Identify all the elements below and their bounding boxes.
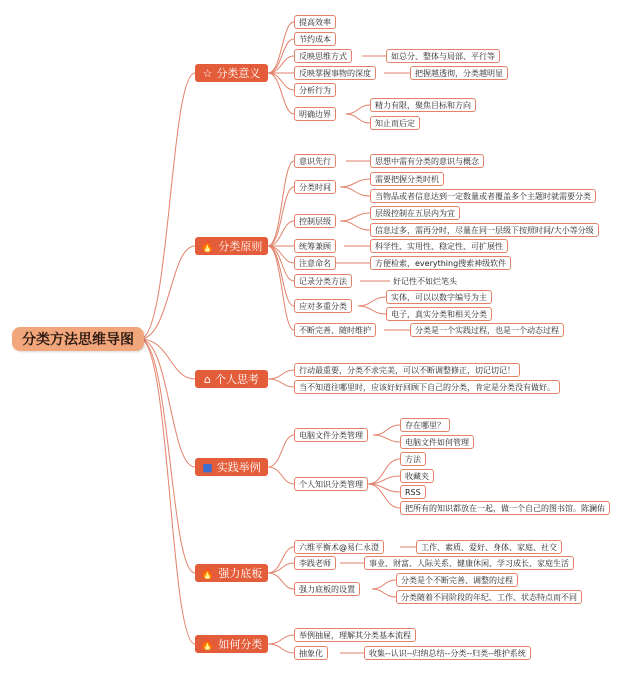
- topic-duochong-fenlei[interactable]: 应对多重分类: [294, 299, 352, 313]
- subtopic-bitou[interactable]: 好记性不如烂笔头: [393, 276, 457, 286]
- subtopic-zongfen[interactable]: 如总分、整体与局部、平行等: [386, 49, 500, 63]
- subtopic-jieduan[interactable]: 分类随着不同阶段的年纪、工作、状态特点而不同: [396, 590, 582, 604]
- subtopic-shoucangjia[interactable]: 收藏夹: [400, 469, 434, 483]
- topic-liuwei-pingheng[interactable]: 六维平衡术@易仁永澄: [294, 540, 384, 554]
- topic-fenxi-xingwei[interactable]: 分析行为: [294, 83, 336, 97]
- subtopic-dongtai[interactable]: 分类是一个实践过程，也是一个动态过程: [410, 323, 564, 337]
- branch-label: 如何分类: [218, 638, 263, 651]
- topic-chouti[interactable]: 举例抽屉，理解其分类基本流程: [294, 628, 416, 642]
- subtopic-shiye[interactable]: 事业、财富、人际关系、健康休闲、学习成长、家庭生活: [364, 556, 574, 570]
- branch-label: 个人思考: [214, 373, 259, 386]
- topic-huigu[interactable]: 当不知道往哪里时，应该好好回顾下自己的分类，肯定是分类没有做好。: [294, 380, 560, 394]
- subtopic-dianzi[interactable]: 电子，真实分类和相关分类: [386, 307, 492, 321]
- subtopic-ruhe-guanli[interactable]: 电脑文件如何管理: [400, 435, 474, 449]
- subtopic-fangfa[interactable]: 方法: [400, 452, 426, 466]
- topic-diban-shezhi[interactable]: 强力底板的设置: [294, 582, 360, 596]
- topic-chouxianghua[interactable]: 抽象化: [294, 646, 328, 660]
- subtopic-rss[interactable]: RSS: [400, 485, 426, 499]
- connector-root-b2: [140, 246, 195, 339]
- topic-fenlei-shijian[interactable]: 分类时间: [294, 180, 336, 194]
- subtopic-tiaozheng[interactable]: 分类是个不断完善、调整的过程: [396, 573, 518, 587]
- topic-jilu-fangfa[interactable]: 记录分类方法: [294, 274, 352, 288]
- topic-kongzhi-cengji[interactable]: 控制层级: [294, 214, 336, 228]
- connector-root-b5: [140, 339, 195, 573]
- branch-fenlei-yiyi[interactable]: [195, 64, 268, 82]
- topic-yishi-xianxing[interactable]: 意识先行: [294, 154, 336, 168]
- topic-geren-zhishi[interactable]: 个人知识分类管理: [294, 477, 368, 491]
- fire-icon: 🔥: [200, 239, 215, 253]
- subtopic-yishi[interactable]: 思想中需有分类的意识与概念: [370, 154, 484, 168]
- fire-icon: 🔥: [200, 637, 215, 651]
- topic-tongchou-jiangu[interactable]: 统筹兼顾: [294, 239, 336, 253]
- topic-xingdong[interactable]: 行动最重要，分类不求完美，可以不断调整修正，切记切记！: [294, 363, 520, 377]
- branch-geren-sikao[interactable]: [195, 370, 268, 388]
- subtopic-shuliang[interactable]: 当物品或者信息达到一定数量或者覆盖多个主题时就需要分类: [370, 189, 596, 203]
- subtopic-cunzai[interactable]: 存在哪里？: [400, 418, 450, 432]
- subtopic-shiti[interactable]: 实体，可以以数字编号为主: [386, 290, 492, 304]
- topic-siwei-fangshi[interactable]: 反映思维方式: [294, 49, 352, 63]
- subtopic-zhizhi[interactable]: 知止而后定: [370, 116, 420, 130]
- topic-jieyue-chengben[interactable]: 节约成本: [294, 32, 336, 46]
- subtopic-shiji[interactable]: 需要把握分类时机: [370, 172, 444, 186]
- subtopic-touche[interactable]: 把握越透彻，分类越明显: [410, 66, 508, 80]
- home-icon: ⌂: [204, 372, 211, 386]
- subtopic-liuwei[interactable]: 工作、素质、爱好、身体、家庭、社交: [416, 540, 562, 554]
- topic-zhuyi-mingming[interactable]: 注意命名: [294, 256, 336, 270]
- subtopic-wuceng[interactable]: 层级控制在五层内为宜: [370, 206, 460, 220]
- root-topic[interactable]: 分类方法思维导图: [12, 327, 144, 351]
- topic-buduan-wanshan[interactable]: 不断完善、随时维护: [294, 323, 376, 337]
- branch-fenlei-yuanze[interactable]: [195, 237, 268, 255]
- branch-label: 实践举例: [216, 461, 261, 474]
- fire-icon: 🔥: [200, 566, 215, 580]
- branch-label: 分类意义: [216, 67, 261, 80]
- branch-ruhe-fenlei[interactable]: [195, 635, 268, 653]
- topic-mingque-bianjie[interactable]: 明确边界: [294, 107, 336, 121]
- topic-shendu[interactable]: 反映掌握事物的深度: [294, 66, 376, 80]
- topic-tigao-xiaolv[interactable]: 提高效率: [294, 15, 336, 29]
- topic-diannao-wenjian[interactable]: 电脑文件分类管理: [294, 428, 368, 442]
- subtopic-tushuguan[interactable]: 把所有的知识都放在一起，做一个自己的图书馆。陈澜佑: [400, 501, 610, 515]
- subtopic-kexuexing[interactable]: 科学性、实用性、稳定性、可扩展性: [370, 239, 508, 253]
- connector-root-b4: [140, 339, 195, 467]
- branch-label: 分类原则: [218, 240, 263, 253]
- subtopic-jiansuo[interactable]: 方便检索，everything搜索神级软件: [370, 256, 511, 270]
- subtopic-fenji[interactable]: 信息过多，需再分时，尽量在同一层级下按照时间/大小等分级: [370, 223, 599, 237]
- star-icon: ☆: [202, 66, 213, 80]
- topic-lijian-laoshi[interactable]: 李践老师: [294, 556, 336, 570]
- subtopic-liucheng[interactable]: 收集--认识--归纳总结--分类--归类--维护系统: [364, 646, 531, 660]
- square-icon: ■: [202, 460, 213, 474]
- subtopic-jingli[interactable]: 精力有限，聚焦目标和方向: [370, 98, 476, 112]
- branch-shijian-juli[interactable]: [195, 458, 268, 476]
- connector-root-b6: [140, 339, 195, 644]
- branch-label: 强力底板: [218, 567, 263, 580]
- branch-qiangli-diban[interactable]: [195, 564, 268, 582]
